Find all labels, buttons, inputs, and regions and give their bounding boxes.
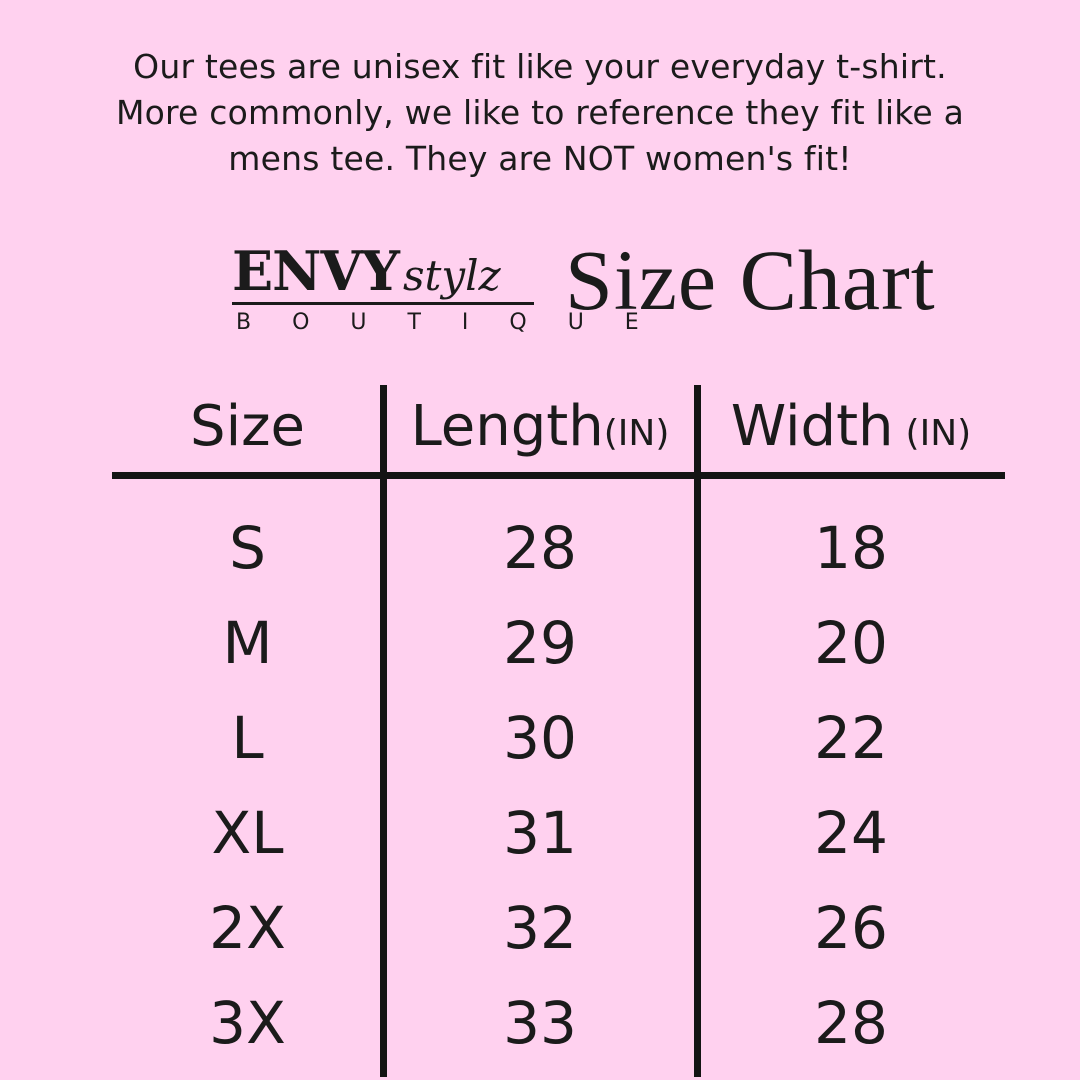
- length-cell: 31: [503, 798, 577, 867]
- brand-logo: [232, 239, 656, 335]
- width-cell: 18: [814, 513, 888, 582]
- length-unit-label: (IN): [603, 412, 670, 454]
- table-row: [112, 500, 1005, 595]
- table-body: [112, 500, 1005, 1070]
- width-unit-label: (IN): [905, 412, 972, 454]
- size-cell: 3X: [209, 988, 286, 1057]
- brand-script: stylz: [402, 251, 501, 300]
- column-header-size: Size: [190, 393, 305, 459]
- length-cell: 29: [503, 608, 577, 677]
- length-cell: 30: [503, 703, 577, 772]
- size-cell: M: [222, 608, 273, 677]
- length-cell: 33: [503, 988, 577, 1057]
- table-row: [112, 975, 1005, 1070]
- table-header-row: [112, 378, 1005, 474]
- intro-line-1: Our tees are unisex fit like your everyday t-shirt.: [133, 47, 947, 86]
- page-title: Size Chart: [565, 232, 936, 328]
- length-cell: 32: [503, 893, 577, 962]
- size-cell: L: [231, 703, 264, 772]
- intro-line-3: mens tee. They are NOT women's fit!: [228, 139, 852, 178]
- brand-subtitle: B O U T I Q U E: [236, 310, 656, 335]
- column-header-width: Width (IN): [730, 393, 972, 459]
- width-cell: 26: [814, 893, 888, 962]
- brand-name: ENVY: [232, 239, 399, 303]
- size-cell: S: [229, 513, 266, 582]
- width-cell: 28: [814, 988, 888, 1057]
- table-row: [112, 595, 1005, 690]
- column-header-length: Length(IN): [410, 393, 670, 459]
- size-cell: XL: [211, 798, 284, 867]
- brand-row: [0, 232, 1080, 348]
- width-cell: 22: [814, 703, 888, 772]
- width-cell: 20: [814, 608, 888, 677]
- brand-logo-top: [232, 239, 534, 303]
- width-cell: 24: [814, 798, 888, 867]
- header-divider-line: [112, 472, 1005, 479]
- table-row: [112, 690, 1005, 785]
- length-cell: 28: [503, 513, 577, 582]
- intro-line-2: More commonly, we like to reference they fit like a: [115, 93, 965, 132]
- size-cell: 2X: [209, 893, 286, 962]
- intro-text: [0, 44, 1080, 182]
- table-row: [112, 880, 1005, 975]
- table-row: [112, 785, 1005, 880]
